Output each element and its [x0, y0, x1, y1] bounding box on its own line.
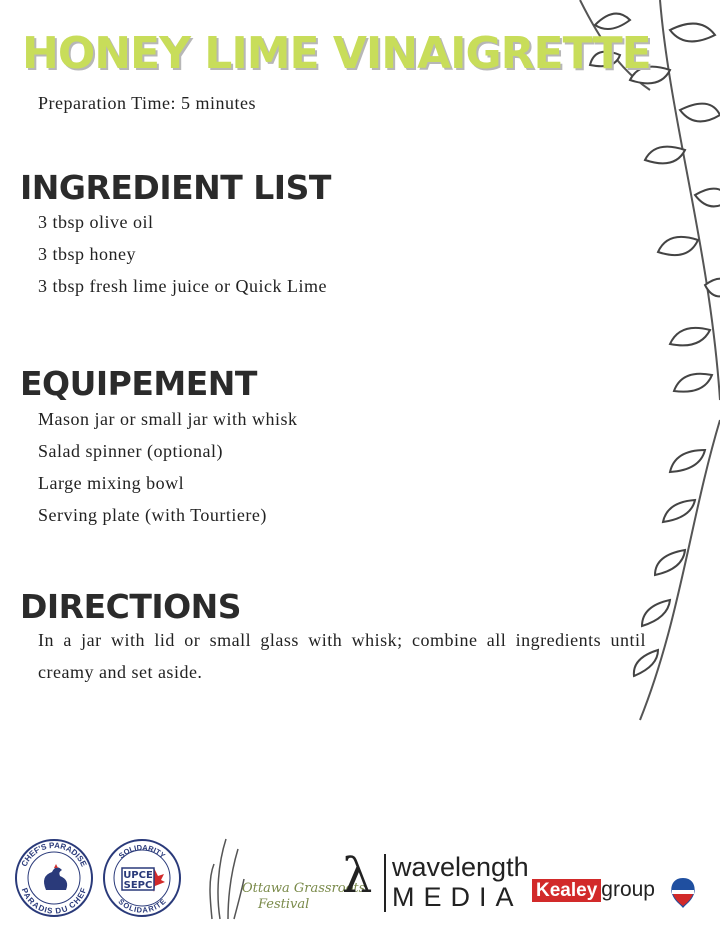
- upce-top-text: SOLIDARITY: [116, 842, 168, 861]
- recipe-title: HONEY LIME VINAIGRETTE: [22, 28, 651, 79]
- upce-bottom-text: SOLIDARITÉ: [116, 896, 168, 915]
- prep-time: Preparation Time: 5 minutes: [38, 93, 256, 113]
- lambda-icon: λ: [342, 848, 373, 904]
- list-item: Salad spinner (optional): [38, 441, 223, 461]
- upce-sepc-logo: [102, 838, 182, 918]
- ottawa-grassroots-logo: [198, 834, 366, 924]
- wavelength-line2: MEDIA: [392, 882, 523, 912]
- upce-label: UPCE: [123, 870, 153, 881]
- equipment-list: [38, 403, 297, 531]
- grassroots-line1: Ottawa Grassroots: [242, 881, 366, 896]
- kealey-brand: Kealey: [532, 879, 601, 902]
- chefs-paradise-logo: [14, 838, 94, 918]
- divider: [384, 854, 386, 912]
- wavelength-line1: wavelength: [392, 852, 529, 882]
- list-item: 3 tbsp olive oil: [38, 212, 154, 232]
- equipment-heading: EQUIPEMENT: [20, 364, 257, 403]
- leaf-branch-decoration: [520, 0, 720, 720]
- sepc-label: SEPC: [123, 880, 153, 891]
- chefs-paradise-bottom-text: PARADIS DU CHEF: [19, 886, 89, 916]
- directions-heading: DIRECTIONS: [20, 587, 242, 626]
- ingredients-list: [38, 206, 327, 302]
- chefs-paradise-top-text: CHEF'S PARADISE: [19, 840, 89, 869]
- wavelength-media-logo: [340, 846, 530, 916]
- kealey-group-logo: [532, 878, 655, 902]
- remax-balloon-icon: [668, 876, 698, 910]
- list-item: Large mixing bowl: [38, 473, 185, 493]
- list-item: Serving plate (with Tourtiere): [38, 505, 267, 525]
- list-item: Mason jar or small jar with whisk: [38, 409, 298, 429]
- list-item: 3 tbsp honey: [38, 244, 136, 264]
- kealey-suffix: group: [601, 878, 655, 901]
- grass-icon: [210, 839, 244, 919]
- directions-text: In a jar with lid or small glass with whisk; combine all ingredients until creamy and set aside.: [38, 630, 646, 682]
- ingredients-heading: INGREDIENT LIST: [20, 168, 331, 207]
- grassroots-line2: Festival: [258, 897, 310, 912]
- sponsor-logos: [0, 820, 720, 931]
- list-item: 3 tbsp fresh lime juice or Quick Lime: [38, 276, 327, 296]
